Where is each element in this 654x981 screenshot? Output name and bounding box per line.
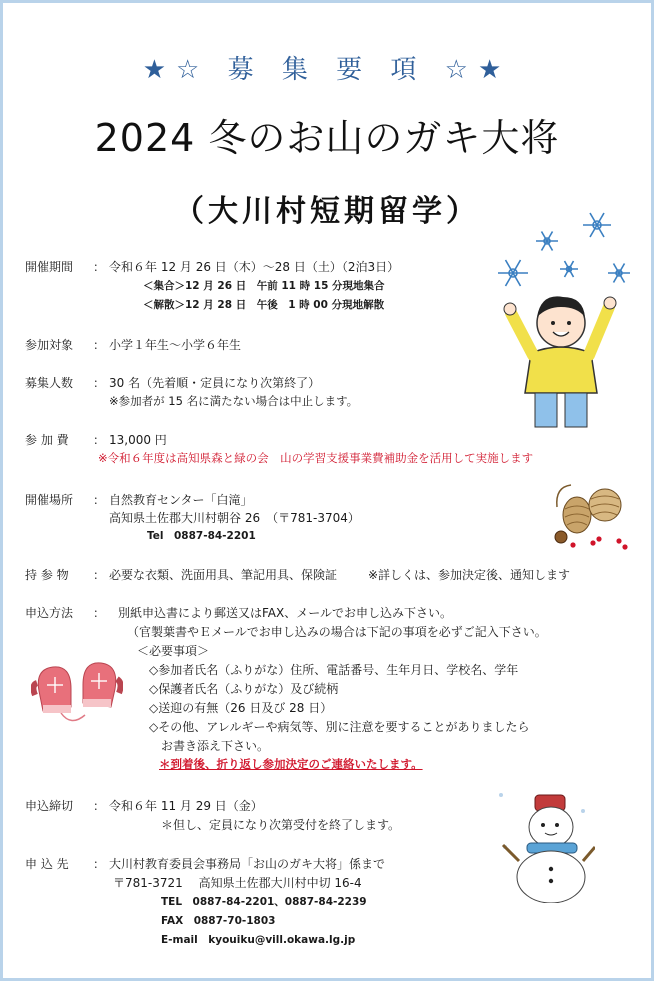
contact-org: 大川村教育委員会事務局「お山のガキ大将」係まで (109, 857, 386, 871)
application-note: （官製葉書やＥメールでお申し込みの場合は下記の事項を必ずご記入下さい。 (127, 625, 547, 639)
contact-postal-address: 〒781-3721 高知県土佐郡大川村中切 16-4 (113, 876, 362, 890)
venue-label: 開催場所 (25, 493, 74, 507)
target-value: 小学１年生～小学６年生 (109, 338, 242, 352)
pinecones-illustration (551, 481, 641, 553)
capacity-value: 30 名（先着順・定員になり次第終了） (109, 376, 321, 390)
fee-label: 参 加 費 (25, 433, 69, 447)
snowman-illustration (495, 785, 595, 903)
contact-email: E-mail kyouiku@vill.okawa.lg.jp (161, 934, 356, 946)
period-colon: ： (93, 260, 106, 274)
fee-value: 13,000 円 (109, 433, 167, 447)
confirmation-notice: ＊到着後、折り返し参加決定のご連絡いたします。 (159, 757, 423, 771)
capacity-note: ※参加者が 15 名に満たない場合は中止します。 (109, 394, 359, 408)
dismissal-time: ＜解散＞12 月 28 日 午後 1 時 00 分現地解散 (143, 299, 385, 311)
capacity-colon: ： (93, 376, 106, 390)
capacity-label: 募集人数 (25, 376, 74, 390)
deadline-label: 申込締切 (25, 799, 74, 813)
mittens-illustration (31, 655, 123, 733)
required-item: ◇保護者氏名（ふりがな）及び続柄 (149, 682, 339, 696)
fee-subsidy-note: ※令和６年度は高知県森と緑の会 山の学習支援事業費補助金を活用して実施します (98, 451, 534, 465)
period-label: 開催期間 (25, 260, 74, 274)
required-items-header: ＜必要事項＞ (137, 644, 210, 658)
contact-colon: ： (93, 857, 106, 871)
target-label: 参加対象 (25, 338, 74, 352)
boy-cheering-illustration (491, 203, 639, 433)
venue-tel: Tel 0887-84-2201 (147, 530, 256, 542)
application-colon: ： (93, 606, 106, 620)
event-title: 2024 冬のお山のガキ大将 (94, 116, 560, 160)
event-subtitle: （大川村短期留学） (174, 194, 480, 229)
target-colon: ： (93, 338, 106, 352)
items-note: ※詳しくは、参加決定後、通知します (368, 568, 571, 582)
contact-tel: TEL 0887-84-2201、0887-84-2239 (161, 896, 367, 908)
items-label: 持 参 物 (25, 568, 69, 582)
deadline-note: ＊但し、定員になり次第受付を終了します。 (161, 818, 401, 832)
fee-colon: ： (93, 433, 106, 447)
contact-fax: FAX 0887-70-1803 (161, 915, 276, 927)
application-label: 申込方法 (25, 606, 74, 620)
items-colon: ： (93, 568, 106, 582)
snowflake-icon (498, 213, 630, 286)
contact-label: 申 込 先 (25, 857, 69, 871)
required-item: お書き添え下さい。 (149, 739, 270, 753)
venue-colon: ： (93, 493, 106, 507)
application-method: 別紙申込書により郵送又はFAX、メールでお申し込み下さい。 (118, 606, 452, 620)
required-item: ◇送迎の有無（26 日及び 28 日） (149, 701, 333, 715)
items-value: 必要な衣類、洗面用具、筆記用具、保険証 (109, 568, 338, 582)
venue-name: 自然教育センター「白滝」 (109, 493, 253, 507)
period-value: 令和６年 12 月 26 日（木）～28 日（土）（2泊3日） (109, 260, 400, 274)
required-item: ◇その他、アレルギーや病気等、別に注意を要することがありましたら (149, 720, 530, 734)
deadline-colon: ： (93, 799, 106, 813)
required-item: ◇参加者氏名（ふりがな）住所、電話番号、生年月日、学校名、学年 (149, 663, 519, 677)
assembly-time: ＜集合＞12 月 26 日 午前 11 時 15 分現地集合 (143, 280, 385, 292)
venue-address: 高知県土佐郡大川村朝谷 26 （〒781-3704） (109, 511, 360, 525)
recruitment-heading: ★☆ 募 集 要 項 ☆★ (142, 55, 512, 85)
deadline-value: 令和６年 11 月 29 日（金） (109, 799, 263, 813)
